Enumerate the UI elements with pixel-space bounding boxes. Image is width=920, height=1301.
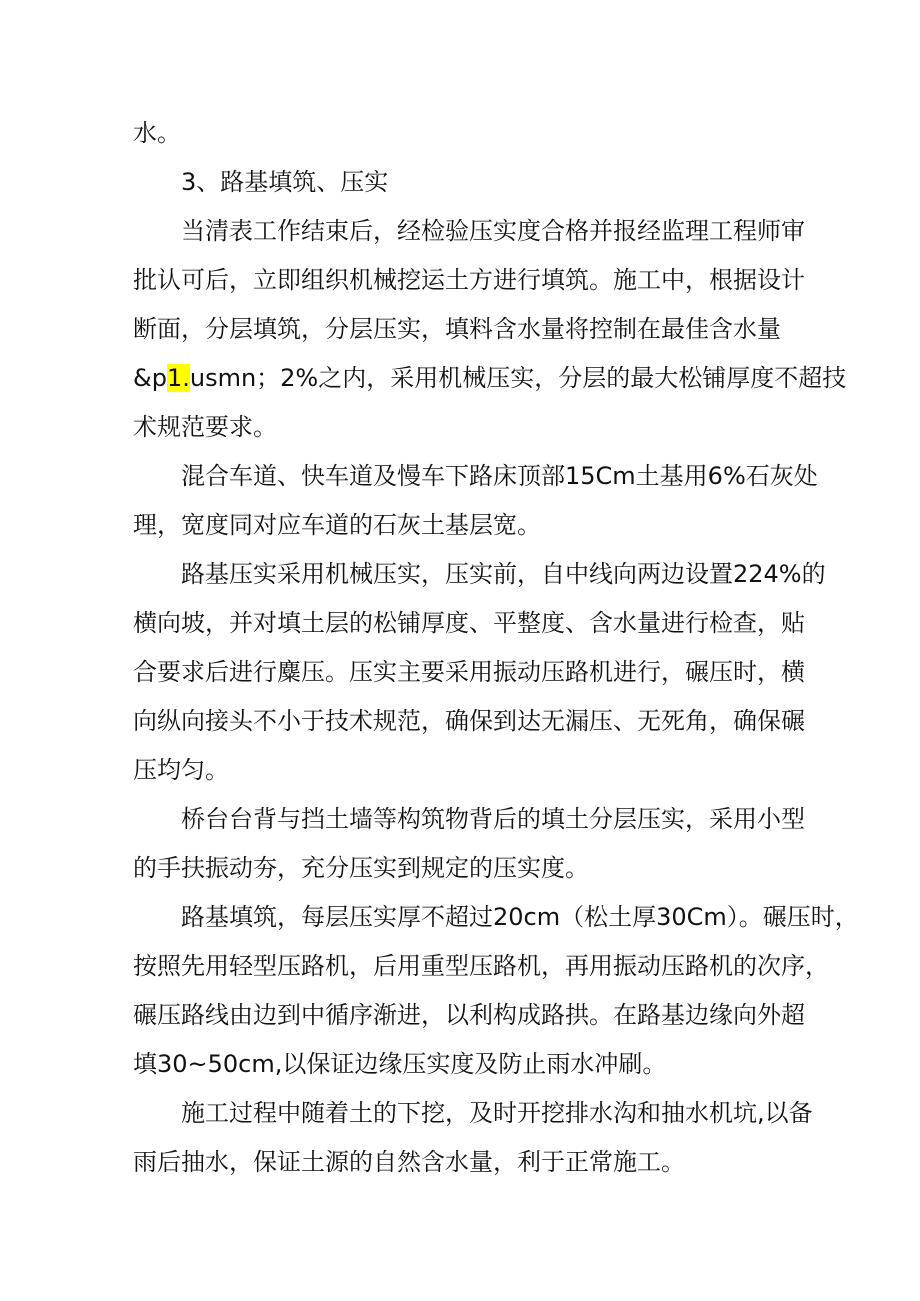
- text-line: 批认可后，立即组织机械挖运土方进行填筑。施工中，根据设计: [133, 266, 805, 294]
- text-line: 路基压实采用机械压实，压实前，自中线向两边设置224%的: [181, 560, 826, 588]
- text-line: 断面，分层填筑，分层压实，填料含水量将控制在最佳含水量: [133, 315, 781, 343]
- text-line: 合要求后进行麋压。压实主要采用振动压路机进行，碾压时，横: [133, 658, 805, 686]
- text-line: 的手扶振动夯，充分压实到规定的压实度。: [133, 854, 589, 882]
- text-line: 横向坡，并对填土层的松铺厚度、平整度、含水量进行检查，贴: [133, 609, 805, 637]
- text-line: 理，宽度同对应车道的石灰土基层宽。: [133, 511, 541, 539]
- text-line: 术规范要求。: [133, 413, 277, 441]
- text-line: 碾压路线由边到中循序渐进，以利构成路拱。在路基边缘向外超: [133, 1001, 805, 1029]
- text-line: 混合车道、快车道及慢车下路床顶部15Cm土基用6%石灰处: [181, 462, 818, 490]
- text-line-with-highlight: [133, 362, 846, 394]
- text-line: 水。: [133, 119, 181, 147]
- section-heading: 3、路基填筑、压实: [181, 168, 389, 196]
- text-line: 路基填筑，每层压实厚不超过20cm（松土厚30Cm）。碾压时，: [181, 903, 859, 931]
- text-line: 桥台台背与挡土墙等构筑物背后的填土分层压实，采用小型: [181, 805, 805, 833]
- text-line: 压均匀。: [133, 756, 229, 784]
- text-line: 按照先用轻型压路机，后用重型压路机，再用振动压路机的次序，: [133, 952, 829, 980]
- text-line: 施工过程中随着土的下挖，及时开挖排水沟和抽水机坑,以备: [181, 1099, 813, 1127]
- text-line: 向纵向接头不小于技术规范，确保到达无漏压、无死角，确保碾: [133, 707, 805, 735]
- text-line: 填30~50cm,以保证边缘压实度及防止雨水冲刷。: [133, 1050, 667, 1078]
- text-line: 当清表工作结束后，经检验压实度合格并报经监理工程师审: [181, 217, 805, 245]
- text-segment: &p: [133, 364, 167, 392]
- text-line: 雨后抽水，保证土源的自然含水量，利于正常施工。: [133, 1148, 685, 1176]
- highlighted-text: 1.: [166, 364, 190, 392]
- text-segment: usmn；2%之内，采用机械压实，分层的最大松铺厚度不超技: [189, 364, 847, 392]
